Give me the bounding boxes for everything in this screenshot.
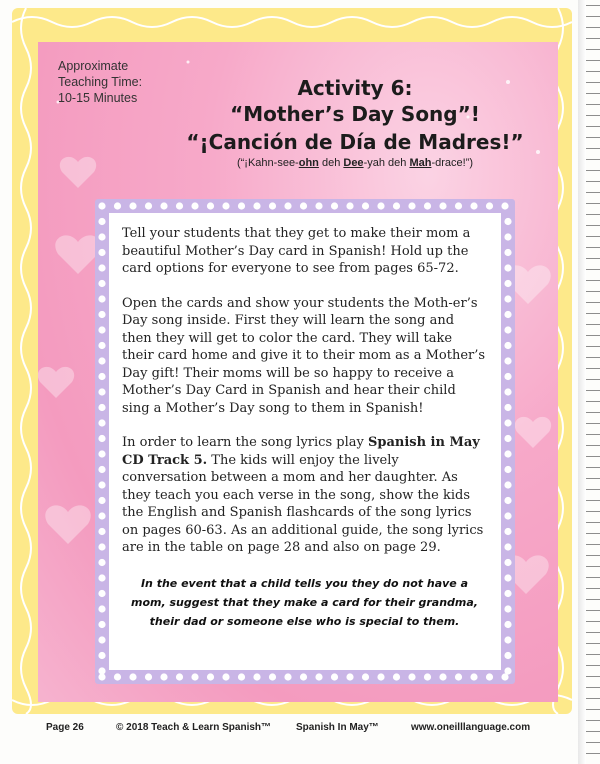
border-dot: [98, 295, 105, 302]
border-dot: [160, 673, 167, 680]
border-dot: [98, 218, 105, 225]
border-dot: [504, 435, 511, 442]
pron-part: -yah deh: [363, 157, 410, 169]
border-dot: [504, 543, 511, 550]
pron-stress: Mah: [409, 157, 432, 169]
book-title: Spanish In May™: [296, 722, 379, 733]
border-dot: [176, 673, 183, 680]
border-dot: [300, 202, 307, 209]
pron-part: deh: [318, 157, 344, 169]
border-dot: [98, 233, 105, 240]
instruction-box: [95, 199, 515, 684]
pron-part: -drace!”): [431, 157, 473, 169]
spiral-binding: [578, 0, 600, 764]
border-dot: [504, 528, 511, 535]
pronunciation-guide: [160, 157, 550, 169]
border-dot: [191, 202, 198, 209]
pron-part: (“¡Kahn-see-: [236, 157, 299, 169]
border-dot: [455, 673, 462, 680]
border-dot: [145, 673, 152, 680]
border-dot: [501, 202, 508, 209]
border-dot: [504, 419, 511, 426]
border-dot: [424, 202, 431, 209]
border-dot: [207, 673, 214, 680]
activity-title: Activity 6:: [297, 76, 413, 100]
border-dot: [98, 605, 105, 612]
border-dot: [98, 512, 105, 519]
border-dot: [98, 466, 105, 473]
border-dot: [393, 673, 400, 680]
border-dot: [129, 202, 136, 209]
border-dot: [114, 202, 121, 209]
border-dot: [504, 342, 511, 349]
border-dot: [504, 621, 511, 628]
border-dot: [98, 280, 105, 287]
border-dot: [504, 249, 511, 256]
border-dot: [207, 202, 214, 209]
para3-text: In order to learn the song lyrics play: [122, 435, 368, 450]
border-dot: [98, 419, 105, 426]
border-dot: [331, 673, 338, 680]
border-dot: [191, 673, 198, 680]
copyright: © 2018 Teach & Learn Spanish™: [116, 722, 272, 733]
border-dot: [504, 280, 511, 287]
border-dot: [504, 450, 511, 457]
border-dot: [98, 249, 105, 256]
border-dot: [439, 673, 446, 680]
border-dot: [504, 652, 511, 659]
page-number: Page 26: [46, 722, 84, 733]
border-dot: [504, 636, 511, 643]
border-dot: [504, 512, 511, 519]
border-dot: [504, 605, 511, 612]
border-dot: [470, 202, 477, 209]
border-dot: [98, 667, 105, 674]
border-dot: [98, 342, 105, 349]
border-dot: [269, 673, 276, 680]
border-dot: [129, 673, 136, 680]
border-dot: [98, 497, 105, 504]
border-dot: [98, 373, 105, 380]
border-dot: [253, 673, 260, 680]
border-dot: [98, 652, 105, 659]
border-dot: [408, 202, 415, 209]
teaching-time: [58, 58, 168, 106]
border-dot: [377, 202, 384, 209]
song-title-spanish: “¡Canción de Día de Madres!”: [186, 130, 524, 154]
border-dot: [504, 373, 511, 380]
border-dot: [238, 202, 245, 209]
border-dot: [504, 497, 511, 504]
teaching-time-line1: Approximate: [58, 59, 129, 73]
border-dot: [98, 388, 105, 395]
border-dot: [98, 202, 105, 209]
song-title-english: “Mother’s Day Song”!: [230, 102, 480, 126]
border-dot: [362, 673, 369, 680]
border-dot: [424, 673, 431, 680]
border-dot: [114, 673, 121, 680]
border-dot: [269, 202, 276, 209]
border-dot: [439, 202, 446, 209]
border-dot: [98, 590, 105, 597]
border-dot: [98, 528, 105, 535]
border-dot: [222, 202, 229, 209]
teaching-time-line3: 10-15 Minutes: [58, 91, 138, 105]
border-dot: [504, 559, 511, 566]
border-dot: [145, 202, 152, 209]
border-dot: [98, 435, 105, 442]
cd-track-reference: Spanish in May CD Track 5.: [122, 435, 480, 468]
special-note: In the event that a child tells you they do not have a mom, suggest that they make a card for their grandma, their dad or someone else who is special to them.: [131, 576, 478, 628]
paragraph-1: Tell your students that they get to make their mom a beautiful Mother’s Day card in Spanish! Hold up the card options for everyone to see from pages 65-72.: [122, 226, 471, 276]
border-dot: [504, 388, 511, 395]
border-dot: [98, 450, 105, 457]
paragraph-2: Open the cards and show your students the Moth-er’s Day song inside. First they will learn the song and then they will get to color the card. They will take their card home and give it to their mom as a Mother’s Day gift! Their moms will be so happy to receive a Mother’s Day Card in Spanish and hear their child sing a Mother’s Day song to them in Spanish!: [122, 295, 486, 416]
border-dot: [284, 202, 291, 209]
border-dot: [98, 621, 105, 628]
border-dot: [486, 673, 493, 680]
border-dot: [315, 202, 322, 209]
border-dot: [346, 202, 353, 209]
border-dot: [160, 202, 167, 209]
border-dot: [470, 673, 477, 680]
border-dot: [504, 590, 511, 597]
border-dot: [486, 202, 493, 209]
border-dot: [504, 311, 511, 318]
border-dot: [455, 202, 462, 209]
border-dot: [98, 264, 105, 271]
border-dot: [98, 357, 105, 364]
border-dot: [238, 673, 245, 680]
pron-stress: Dee: [343, 157, 364, 169]
border-dot: [504, 574, 511, 581]
pron-stress: ohn: [298, 157, 319, 169]
border-dot: [98, 636, 105, 643]
paragraph-3: [122, 434, 487, 557]
border-dot: [504, 404, 511, 411]
border-dot: [253, 202, 260, 209]
border-dot: [98, 481, 105, 488]
border-dot: [504, 357, 511, 364]
border-dot: [504, 466, 511, 473]
border-dot: [504, 295, 511, 302]
border-dot: [98, 543, 105, 550]
instruction-text: [109, 213, 501, 670]
border-dot: [504, 326, 511, 333]
border-dot: [98, 559, 105, 566]
border-dot: [98, 404, 105, 411]
para3-text: The kids will enjoy the lively conversation between a mom and her daughter. As they teach you each verse in the song, show the kids the English and Spanish flashcards of the song lyrics on pages 60-63. As an additional guide, the song lyrics are in the table on page 28 and also on page 29.: [122, 452, 484, 555]
border-dot: [300, 673, 307, 680]
border-dot: [98, 326, 105, 333]
border-dot: [504, 233, 511, 240]
border-dot: [98, 574, 105, 581]
border-dot: [504, 264, 511, 271]
border-dot: [362, 202, 369, 209]
border-dot: [408, 673, 415, 680]
border-dot: [504, 481, 511, 488]
border-dot: [504, 218, 511, 225]
border-dot: [98, 311, 105, 318]
border-dot: [176, 202, 183, 209]
border-dot: [393, 202, 400, 209]
border-dot: [377, 673, 384, 680]
border-dot: [331, 202, 338, 209]
website: www.oneilllanguage.com: [411, 722, 531, 733]
border-dot: [222, 673, 229, 680]
border-dot: [284, 673, 291, 680]
border-dot: [346, 673, 353, 680]
border-dot: [504, 667, 511, 674]
border-dot: [315, 673, 322, 680]
teaching-time-line2: Teaching Time:: [58, 75, 143, 89]
